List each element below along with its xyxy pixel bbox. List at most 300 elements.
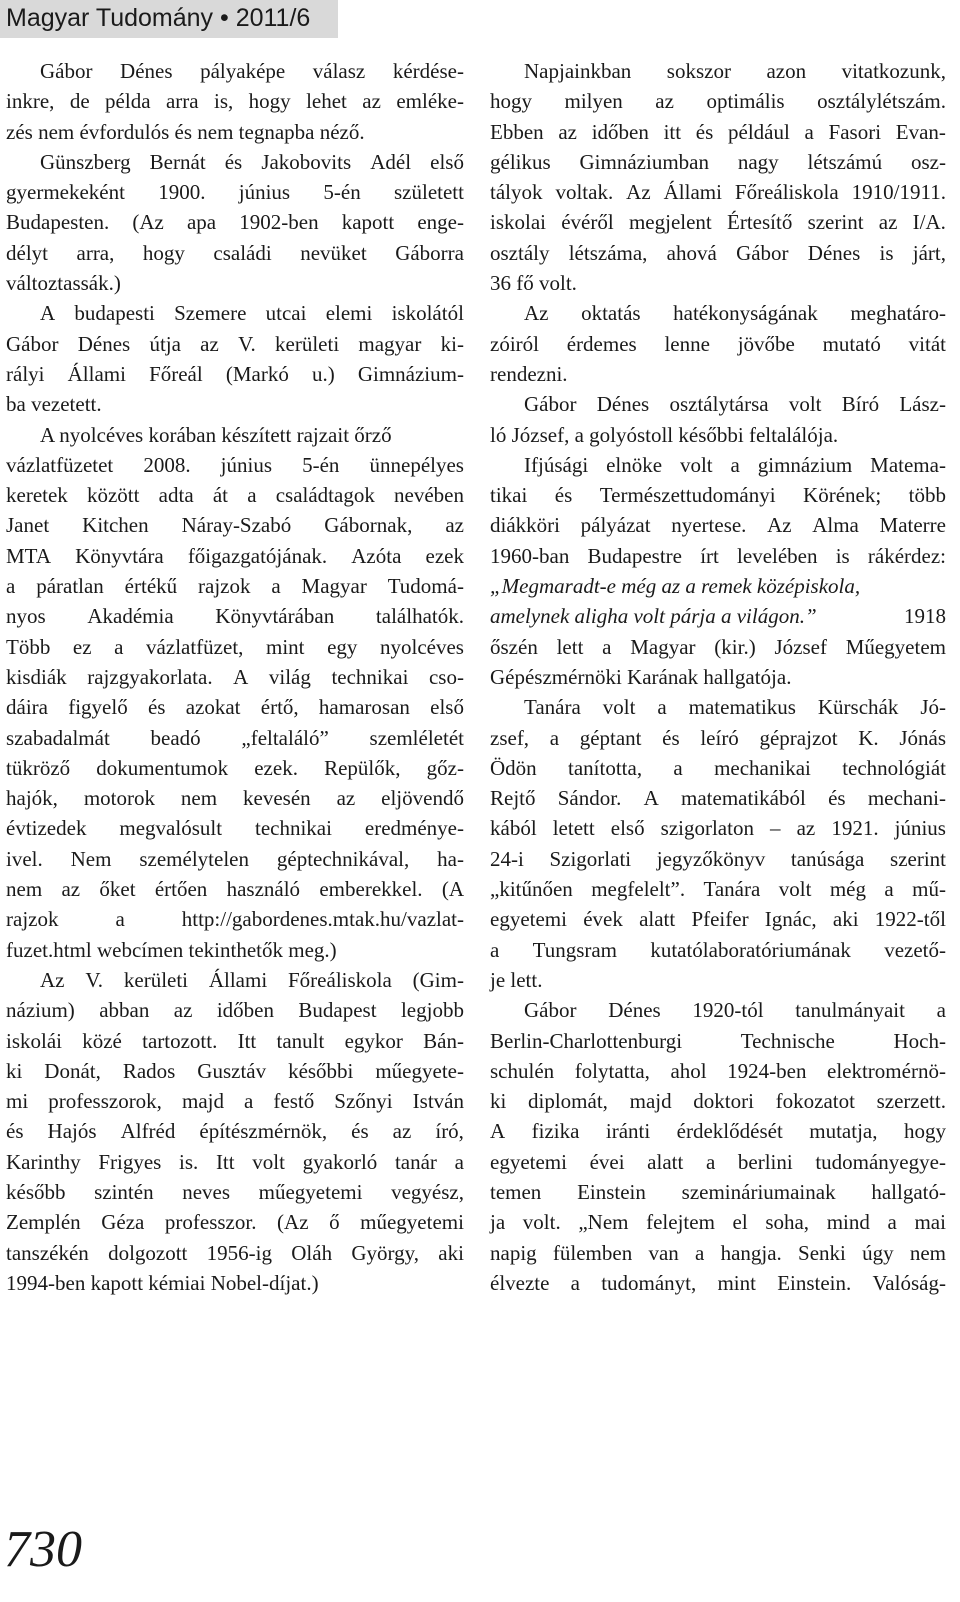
word: matematikából <box>681 786 806 811</box>
word: rályi <box>6 361 45 386</box>
word: apa <box>186 210 217 235</box>
word: Materre <box>879 513 946 538</box>
text-line <box>6 359 464 389</box>
word: kerületi <box>275 331 340 356</box>
word: és <box>662 725 680 750</box>
word: Sándor. <box>557 786 622 811</box>
word: mű- <box>912 877 946 902</box>
word: a <box>887 1210 897 1235</box>
word: át <box>212 483 228 508</box>
word: volt. <box>522 1210 561 1235</box>
word: Dénes <box>77 331 131 356</box>
word: neves <box>182 1179 231 1204</box>
word: ki <box>490 1089 507 1114</box>
word: (Az <box>277 1210 309 1235</box>
text-line <box>490 1086 946 1116</box>
word: Tungsram <box>532 937 618 962</box>
word: Gusztáv <box>197 1058 267 1083</box>
word: zsef, <box>490 725 530 750</box>
word: temen <box>490 1179 542 1204</box>
word: az <box>796 816 816 841</box>
word: ünnepélyes <box>369 452 464 477</box>
text-line <box>490 601 946 631</box>
text-line <box>6 632 464 662</box>
word: családtagok <box>275 483 375 508</box>
word: Ifjúsági <box>524 452 589 477</box>
word: voltak. <box>555 180 614 205</box>
word: délyt <box>6 240 48 265</box>
word: között <box>86 483 140 508</box>
quote-text: „Megmaradt-e még az a remek középiskola, <box>490 574 861 599</box>
word: volt <box>252 1149 285 1174</box>
word: is <box>835 543 850 568</box>
word: tályok <box>490 180 543 205</box>
word: tükröző <box>6 755 71 780</box>
word: Frigyes <box>98 1149 162 1174</box>
quote-text: amelynek aligha volt párja a világon.” <box>490 604 817 629</box>
word: 1910/1911. <box>851 180 946 205</box>
word: ezek <box>425 543 464 568</box>
word: Dénes <box>807 240 861 265</box>
word: utcai <box>265 301 307 326</box>
word: gélikus <box>490 149 551 174</box>
word: világ <box>268 664 311 689</box>
word: Dénes <box>608 998 661 1023</box>
word: lehet <box>306 89 347 114</box>
word: főigazgatójának. <box>187 543 328 568</box>
text-line <box>490 783 946 813</box>
word: názium) <box>6 998 75 1023</box>
word: Főreál <box>149 361 203 386</box>
word: 1960-ban <box>490 543 570 568</box>
year-text: 1918 <box>904 604 946 629</box>
word: Jakobovits <box>261 149 352 174</box>
word: 1902-ben <box>239 210 319 235</box>
word: élvezte <box>490 1270 550 1295</box>
text-line <box>6 874 464 904</box>
word: Magyar <box>630 634 696 659</box>
text-line: zés nem évfordulós és nem tegnapba néző. <box>6 119 365 144</box>
word: a <box>695 1240 705 1265</box>
word: 1922-től <box>874 907 946 932</box>
text-line <box>6 450 464 480</box>
word: egy <box>327 634 358 659</box>
word: 1924-ben <box>727 1058 807 1083</box>
word: a <box>730 452 740 477</box>
page-number: 730 <box>4 1521 82 1578</box>
word: Itt <box>237 1028 257 1053</box>
word: optimális <box>706 89 785 114</box>
text-line <box>6 329 464 359</box>
word: aki <box>832 907 859 932</box>
word: és <box>695 119 714 144</box>
text-line <box>490 995 946 1025</box>
word: Einstein <box>577 1179 646 1204</box>
word: 1900. <box>158 180 206 205</box>
word: zóiról <box>490 331 539 356</box>
word: Akadémia <box>87 604 174 629</box>
word: géptechnikával, <box>276 846 410 871</box>
word: rákérdez: <box>867 543 946 568</box>
word: Valóság- <box>872 1270 946 1295</box>
word: osz- <box>910 149 946 174</box>
word: volt <box>778 877 812 902</box>
word: kából <box>490 816 537 841</box>
word: Gimnázium- <box>357 361 464 386</box>
word: szabadalmát <box>6 725 110 750</box>
word: és <box>6 1119 24 1144</box>
text-line <box>6 723 464 753</box>
text-line <box>490 844 946 874</box>
word: műegyetemi <box>360 1210 464 1235</box>
word: ha- <box>437 846 464 871</box>
text-line <box>490 510 946 540</box>
word: kerületi <box>123 967 189 992</box>
word: a <box>271 574 281 599</box>
word: a <box>244 1089 254 1114</box>
text-line <box>490 1116 946 1146</box>
word: fizika <box>531 1119 580 1144</box>
text-line <box>490 147 946 177</box>
word: V. <box>85 967 104 992</box>
word: Rados <box>122 1058 176 1083</box>
word: Körének; <box>803 483 882 508</box>
word: mutatja, <box>809 1119 878 1144</box>
word: Budapest <box>298 998 377 1023</box>
text-line <box>6 238 464 268</box>
text-line <box>490 177 946 207</box>
text-line <box>6 1026 464 1056</box>
word: „kitűnően <box>490 877 573 902</box>
text-line <box>6 1086 464 1116</box>
word: a <box>673 755 683 780</box>
word: Repülők, <box>324 755 401 780</box>
word: majd <box>629 1089 672 1114</box>
word: ő <box>329 1210 340 1235</box>
word: megvalósult <box>119 816 223 841</box>
word: évei <box>589 1149 625 1174</box>
text-line: ba vezetett. <box>6 392 102 417</box>
word: iskolától <box>391 301 464 326</box>
word: a <box>549 725 560 750</box>
word: schulén <box>490 1058 555 1083</box>
word: az <box>173 998 193 1023</box>
word: osztály <box>490 240 550 265</box>
word: adta <box>158 483 194 508</box>
text-line <box>6 510 464 540</box>
word: Bíró <box>841 392 880 417</box>
word: szerzett. <box>876 1089 946 1114</box>
word: Evan- <box>895 119 946 144</box>
word: járt, <box>912 240 946 265</box>
word: a <box>454 1149 464 1174</box>
word: a <box>804 119 814 144</box>
word: Géza <box>101 1210 145 1235</box>
word: osztálylétszám. <box>817 89 946 114</box>
text-line <box>490 329 946 359</box>
word: egykor <box>344 1028 403 1053</box>
word: 1956-ig <box>206 1240 272 1265</box>
text-line: változtassák.) <box>6 271 121 296</box>
word: író, <box>435 1119 464 1144</box>
word: Fasori <box>828 119 882 144</box>
word: Oláh <box>291 1240 333 1265</box>
word: leíró <box>700 725 739 750</box>
word: volt <box>602 695 636 720</box>
word: lett <box>556 634 584 659</box>
word: szerint <box>807 210 864 235</box>
word: Gimnáziumban <box>579 149 709 174</box>
word: a <box>570 1270 580 1295</box>
word: cso- <box>428 664 464 689</box>
word: nevüket <box>300 240 367 265</box>
word: tudományegye- <box>815 1149 946 1174</box>
word: matematikus <box>688 695 796 720</box>
text-line: 1994-ben kapott kémiai Nobel-díjat.) <box>6 1270 319 1295</box>
word: Az <box>524 301 549 326</box>
word: ahol <box>670 1058 707 1083</box>
word: közé <box>82 1028 122 1053</box>
word: enge- <box>417 210 464 235</box>
text-line <box>490 1147 946 1177</box>
word: Az <box>626 180 651 205</box>
text-line <box>490 207 946 237</box>
word: mutató <box>822 331 881 356</box>
word: kutatólaboratóriumának <box>650 937 851 962</box>
word: Gábornak, <box>324 513 413 538</box>
word: úgy <box>862 1240 894 1265</box>
word: a <box>705 1149 716 1174</box>
word: Gábor <box>40 59 93 83</box>
word: egyetemi <box>490 1149 567 1174</box>
word: Főreáliskola <box>288 967 392 992</box>
word: az <box>61 877 81 902</box>
word: inkre, <box>6 89 55 114</box>
word: később <box>6 1179 66 1204</box>
word: azokat <box>185 695 241 720</box>
word: tanulmányait <box>795 998 905 1023</box>
word: találhatók. <box>375 604 464 629</box>
word: alatt <box>647 1149 684 1174</box>
word: az <box>558 119 578 144</box>
text-line <box>6 86 464 116</box>
word: érdeklődését <box>676 1119 783 1144</box>
word: soha, <box>765 1210 810 1235</box>
word: szemináriumainak <box>681 1179 836 1204</box>
word: „Nem <box>578 1210 629 1235</box>
word: Náray-Szabó <box>181 513 292 538</box>
word: dolgozott <box>108 1240 188 1265</box>
word: Donát, <box>44 1058 101 1083</box>
word: Az <box>40 967 65 992</box>
word: aki <box>438 1240 464 1265</box>
word: MTA <box>6 543 51 568</box>
word: itt <box>663 119 682 144</box>
word: Bernát <box>149 149 206 174</box>
word: Ebben <box>490 119 544 144</box>
text-line <box>490 1026 946 1056</box>
word: a <box>602 634 612 659</box>
word: június <box>894 816 946 841</box>
word: érdemes <box>566 331 637 356</box>
word: a <box>490 937 500 962</box>
right-column <box>490 56 946 1298</box>
word: technológiát <box>842 755 946 780</box>
word: http://gabordenes.mtak.hu/vazlat- <box>181 907 464 932</box>
word: eljövendő <box>381 786 464 811</box>
word: hogy <box>248 89 291 114</box>
text-line <box>490 935 946 965</box>
text-line <box>490 723 946 753</box>
text-line <box>490 1056 946 1086</box>
word: motorok <box>83 786 155 811</box>
word: például <box>728 119 790 144</box>
text-line <box>6 298 464 328</box>
text-line: A nyolcéves korában készített rajzait őrző <box>40 422 392 447</box>
text-line <box>6 1238 464 1268</box>
word: technikai <box>331 664 409 689</box>
word: Tudomá- <box>387 574 464 599</box>
word: doktori <box>693 1089 754 1114</box>
word: értékű <box>124 574 178 599</box>
word: mi <box>6 1089 29 1114</box>
text-line <box>490 1268 946 1298</box>
word: 5-én <box>323 180 361 205</box>
word: mind <box>826 1210 870 1235</box>
text-line <box>6 147 464 177</box>
text-line: fuzet.html webcímen tekinthetők meg.) <box>6 937 337 962</box>
word: időben <box>216 998 274 1023</box>
word: Rejtő <box>490 786 536 811</box>
word: Alma <box>812 513 859 538</box>
word: és <box>828 786 846 811</box>
word: osztálytársa <box>669 392 769 417</box>
word: ivel. <box>6 846 43 871</box>
word: diákköri <box>490 513 560 538</box>
word: Az <box>767 513 792 538</box>
word: tikai <box>490 483 528 508</box>
text-line <box>490 298 946 328</box>
text-line <box>490 389 946 419</box>
word: Gáborra <box>395 240 464 265</box>
word: első <box>430 695 464 720</box>
word: évtizedek <box>6 816 87 841</box>
journal-title: Magyar Tudomány • 2011/6 <box>6 4 311 32</box>
word: nagy <box>737 149 779 174</box>
word: Adél <box>370 149 412 174</box>
word: emléke- <box>396 89 464 114</box>
word: arra, <box>76 240 115 265</box>
word: Magyar <box>301 574 367 599</box>
word: Günszberg <box>40 149 131 174</box>
word: elektromérnö- <box>827 1058 946 1083</box>
word: a <box>115 907 125 932</box>
word: volt <box>679 452 713 477</box>
word: Hajós <box>47 1119 97 1144</box>
word: válasz <box>312 59 366 83</box>
text-line <box>6 662 464 692</box>
word: vitatkozunk, <box>841 59 946 83</box>
word: nyertese. <box>671 513 747 538</box>
word: szemléletét <box>369 725 464 750</box>
word: figyelő <box>68 695 128 720</box>
word: ez <box>72 634 92 659</box>
left-column <box>6 56 464 1298</box>
word: mint <box>717 1270 756 1295</box>
word: tanúsága <box>790 846 865 871</box>
word: 5-én <box>302 452 340 477</box>
word: használó <box>226 877 301 902</box>
word: nem <box>909 1240 946 1265</box>
word: az <box>200 331 219 356</box>
text-line <box>6 753 464 783</box>
word: 2008. <box>143 452 191 477</box>
word: született <box>394 180 464 205</box>
word: ki- <box>440 331 464 356</box>
word: későbbi <box>288 1058 354 1083</box>
word: személytelen <box>139 846 249 871</box>
word: tanár <box>394 1149 437 1174</box>
word: tudományt, <box>601 1270 697 1295</box>
word: sokszor <box>666 59 731 83</box>
text-line <box>6 1116 464 1146</box>
word: A <box>233 664 249 689</box>
word: ezek. <box>254 755 298 780</box>
word: Hoch- <box>893 1028 946 1053</box>
word: berlini <box>737 1149 793 1174</box>
word: értően <box>154 877 208 902</box>
word: Gábor <box>524 998 577 1023</box>
word: tanult <box>276 1028 325 1053</box>
word: iránti <box>605 1119 651 1144</box>
word: műegyete- <box>375 1058 464 1083</box>
word: útja <box>149 331 181 356</box>
word: K. <box>858 725 879 750</box>
word: az <box>445 513 464 538</box>
word: (Markó <box>225 361 289 386</box>
text-line <box>490 450 946 480</box>
text-line <box>6 56 464 86</box>
word: Ignác, <box>764 907 817 932</box>
word: jövőbe <box>737 331 795 356</box>
word: mechanikai <box>714 755 811 780</box>
text-line: ló József, a golyóstoll későbbi feltalálója. <box>490 422 839 447</box>
word: emberekkel. <box>319 877 423 902</box>
word: letett <box>552 816 595 841</box>
word: június <box>220 452 273 477</box>
text-line <box>490 1238 946 1268</box>
word: kapott <box>341 210 395 235</box>
text-line: je lett. <box>490 967 543 992</box>
word: fokozatot <box>775 1089 855 1114</box>
word: nyolcéves <box>379 634 464 659</box>
word: Tanára <box>524 695 581 720</box>
word: létszámú <box>807 149 883 174</box>
word: ahová <box>666 240 717 265</box>
word: technikai <box>254 816 332 841</box>
word: napig <box>490 1240 537 1265</box>
word: (kir.) <box>714 634 756 659</box>
word: évéről <box>561 210 614 235</box>
word: géprajzot <box>759 725 838 750</box>
text-line <box>6 1207 464 1237</box>
word: nem <box>6 877 43 902</box>
text-line: 36 fő volt. <box>490 271 577 296</box>
word: István <box>412 1089 464 1114</box>
word: Gábor <box>6 331 59 356</box>
word: Nem <box>70 846 112 871</box>
word: Itt <box>215 1149 235 1174</box>
